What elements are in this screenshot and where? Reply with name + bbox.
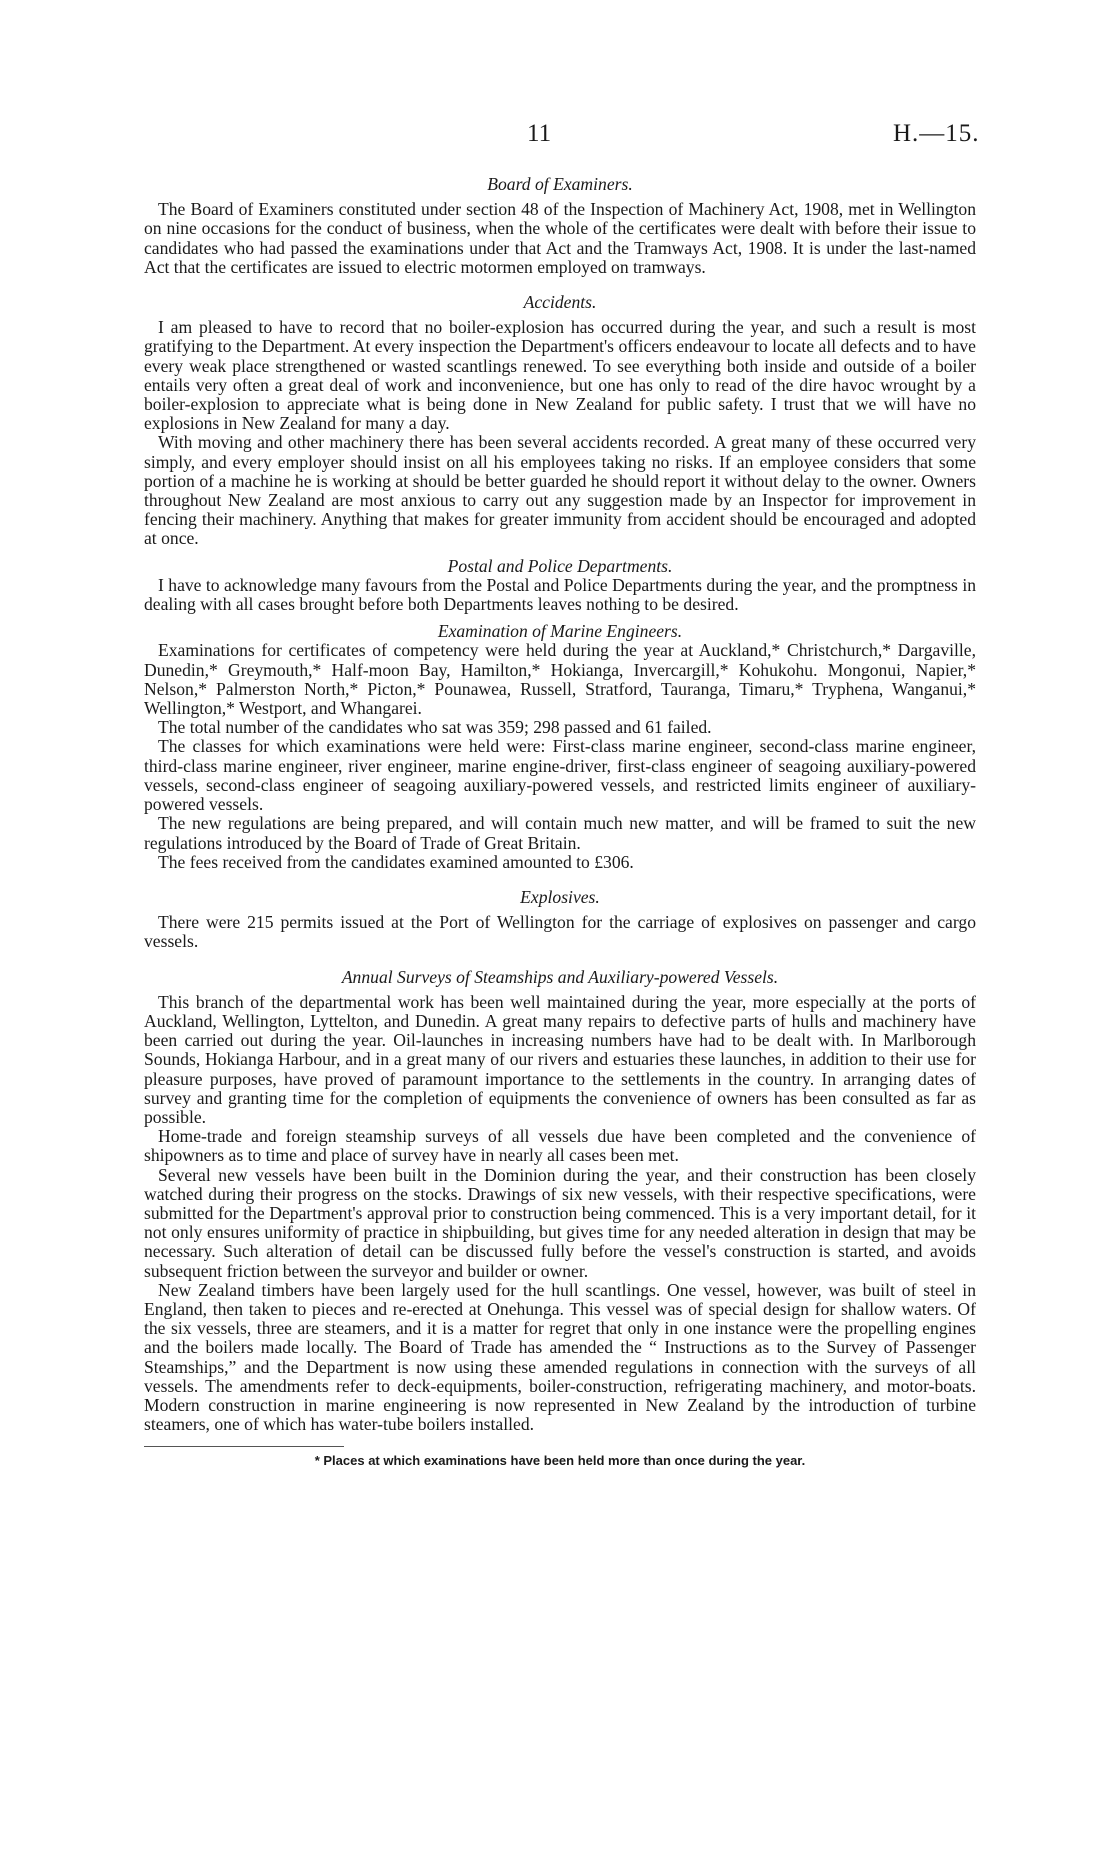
footnote: * Places at which examinations have been held more than once during the year. xyxy=(314,1453,806,1469)
paragraph: This branch of the departmental work has been well maintained during the year, more especially at the ports of Auckland, Wellington, Lyttelton, and Dunedin. A great many repairs to defective parts of hulls and machinery have been carried out during the year. Oil-launches in increasing numbers have had to be dealt with. In Marlborough Sounds, Hokianga Harbour, and in a great many of our rivers and estuaries these launches, in addition to their use for pleasure purposes, have proved of paramount importance to the settlements in the country. In arranging dates of survey and granting time for the completion of equipments the convenience of owners has been consulted as far as possible. xyxy=(144,991,976,1127)
paragraph: There were 215 permits issued at the Port of Wellington for the carriage of explosives on passenger and cargo vessels. xyxy=(144,912,976,952)
section-heading-marine-engineers: Examination of Marine Engineers. xyxy=(437,621,683,642)
section-heading-board-of-examiners: Board of Examiners. xyxy=(487,174,633,194)
section-heading-annual-surveys: Annual Surveys of Steamships and Auxiliary-powered Vessels. xyxy=(341,966,779,987)
section-heading-accidents: Accidents. xyxy=(523,292,597,313)
body-text xyxy=(144,175,976,1469)
page-header xyxy=(0,120,1114,150)
paragraph: Home-trade and foreign steamship surveys of all vessels due have been completed and the convenience of shipowners as to time and place of survey have in nearly all cases been met. xyxy=(144,1126,976,1166)
paragraph: The fees received from the candidates examined amounted to £306. xyxy=(158,851,634,872)
paragraph: New Zealand timbers have been largely used for the hull scantlings. One vessel, however, was built of steel in England, then taken to pieces and re-erected at Onehunga. This vessel was of special design for shallow waters. Of the six vessels, three are steamers, and it is a matter for regret that only in one instance were the propelling engines and the boilers made locally. The Board of Trade has amended the “ Instructions as to the Survey of Passenger Steamships,” and the Department is now using these amended regulations in connection with the surveys of all vessels. The amendments refer to deck-equipments, boiler-construction, refrigerating machinery, and motor-boats. Modern construction in marine engineering is now represented in New Zealand by the introduction of turbine steamers, one of which has water-tube boilers installed. xyxy=(144,1279,976,1435)
document-code: H.—15. xyxy=(893,120,980,147)
paragraph: With moving and other machinery there has been several accidents recorded. A great many of these occurred very simply, and every employer should insist on all his employees taking no risks. If an employee considers that some portion of a machine he is working at should be better guarded he should report it without delay to the owner. Owners throughout New Zealand are most anxious to carry out any suggestion made by an Inspector for improvement in fencing their machinery. Anything that makes for greater immunity from accident should be encouraged and adopted at once. xyxy=(144,432,976,549)
paragraph: Examinations for certificates of competency were held during the year at Auckland,* Christchurch,* Dargaville, Dunedin,* Greymouth,* Half-moon Bay, Hamilton,* Hokianga, Invercargill,* Kohukohu. Mongonui, Napier,* Nelson,* Palmerston North,* Picton,* Pounawea, Russell, Stratford, Tauranga, Timaru,* Tryphena, Wanganui,* Wellington,* Westport, and Whangarei. xyxy=(144,640,976,719)
paragraph: I have to acknowledge many favours from the Postal and Police Departments during the year, and the promptness in dealing with all cases brought before both Departments leaves nothing to be desired. xyxy=(144,574,976,615)
paragraph: The total number of the candidates who sat was 359; 298 passed and 61 failed. xyxy=(158,717,712,738)
paragraph: The classes for which examinations were held were: First-class marine engineer, second-class marine engineer, third-class marine engineer, river engineer, marine engine-driver, first-class engineer of seagoing auxiliary-powered vessels, second-class engineer of seagoing auxiliary-powered vessels, and restricted limits engineer of auxiliary-powered vessels. xyxy=(144,736,976,815)
page-number: 11 xyxy=(527,120,552,147)
paragraph: I am pleased to have to record that no boiler-explosion has occurred during the year, and such a result is most gratifying to the Department. At every inspection the Department's officers endeavour to locate all defects and to have every weak place strengthened or wasted scantlings renewed. To see everything both inside and outside of a boiler entails very often a great deal of work and inconvenience, but one has only to read of the dire havoc wrought by a boiler-explosion to appreciate what is being done in New Zealand for public safety. I trust that we will have no explosions in New Zealand for many a day. xyxy=(144,317,976,434)
footnote-divider xyxy=(144,1446,344,1447)
section-heading-explosives: Explosives. xyxy=(520,886,600,907)
section-heading-postal-police: Postal and Police Departments. xyxy=(447,555,673,576)
paragraph: The new regulations are being prepared, and will contain much new matter, and will be framed to suit the new regulations introduced by the Board of Trade of Great Britain. xyxy=(144,813,976,853)
paragraph: Several new vessels have been built in the Dominion during the year, and their construction has been closely watched during their progress on the stocks. Drawings of six new vessels, with their respective specifications, were submitted for the Department's approval prior to construction being commenced. This is a very important detail, for it not only ensures uniformity of practice in shipbuilding, but gives time for any needed alteration in design that may be necessary. Such alteration of detail can be discussed fully before the vessel's construction is started, and avoids subsequent friction between the surveyor and builder or owner. xyxy=(144,1164,976,1281)
paragraph: The Board of Examiners constituted under section 48 of the Inspection of Machinery Act, 1908, met in Wellington on nine occasions for the conduct of business, when the whole of the certificates were dealt with before their issue to candidates who had passed the examinations under that Act and the Tramways Act, 1908. It is under the last-named Act that the certificates are issued to electric motormen employed on tramways. xyxy=(144,199,976,277)
